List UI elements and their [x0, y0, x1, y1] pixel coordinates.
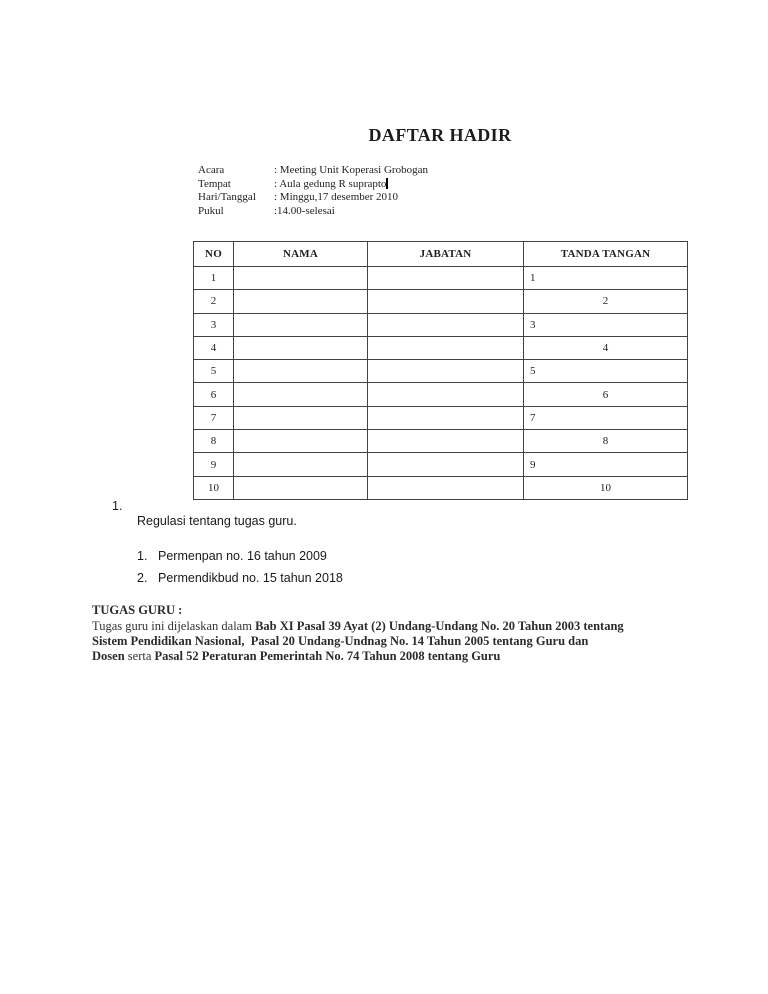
meta-row-acara	[198, 164, 428, 178]
cell-nama[interactable]	[234, 290, 368, 313]
meta-row-tempat	[198, 178, 428, 192]
paragraph-text-bold: Bab XI Pasal 39 Ayat (2) Undang-Undang No. 20 Tahun 2003 tentang	[255, 619, 624, 633]
list-item	[137, 571, 343, 586]
cell-nama[interactable]	[234, 313, 368, 336]
tugas-guru-heading: TUGAS GURU :	[92, 603, 183, 617]
document-title: DAFTAR HADIR	[368, 125, 512, 145]
column-header-nama: NAMA	[234, 242, 368, 267]
table-row	[194, 476, 688, 499]
column-header-tanda-tangan: TANDA TANGAN	[524, 242, 688, 267]
cell-jabatan[interactable]	[368, 453, 524, 476]
cell-tanda-tangan[interactable]: 6	[524, 383, 688, 406]
table-row	[194, 267, 688, 290]
cell-nama[interactable]	[234, 360, 368, 383]
table-row	[194, 406, 688, 429]
cell-tanda-tangan[interactable]: 5	[524, 360, 688, 383]
cell-no: 4	[194, 336, 234, 359]
text-cursor	[386, 178, 388, 189]
paragraph-text: Tugas guru ini dijelaskan dalam	[92, 619, 256, 633]
cell-tanda-tangan[interactable]: 7	[524, 406, 688, 429]
cell-jabatan[interactable]	[368, 336, 524, 359]
cell-nama[interactable]	[234, 476, 368, 499]
tugas-guru-paragraph	[92, 619, 632, 664]
list-item-number: 1.	[137, 549, 148, 563]
column-header-no: NO	[194, 242, 234, 267]
table-row	[194, 360, 688, 383]
meta-label: Pukul	[198, 204, 224, 217]
cell-nama[interactable]	[234, 383, 368, 406]
table-header-row	[194, 242, 688, 267]
cell-jabatan[interactable]	[368, 406, 524, 429]
cell-nama[interactable]	[234, 406, 368, 429]
meta-value: :14.00-selesai	[274, 204, 335, 217]
cell-no: 2	[194, 290, 234, 313]
cell-jabatan[interactable]	[368, 290, 524, 313]
cell-tanda-tangan[interactable]: 4	[524, 336, 688, 359]
cell-nama[interactable]	[234, 430, 368, 453]
table-row	[194, 313, 688, 336]
meta-row-pukul	[198, 205, 428, 219]
cell-no: 5	[194, 360, 234, 383]
cell-jabatan[interactable]	[368, 267, 524, 290]
paragraph-text-bold: Sistem Pendidikan Nasional, Pasal 20 Undang-Undnag No. 14 Tahun 2005 tentang Guru dan	[92, 634, 589, 648]
paragraph-text-bold: Pasal 52 Peraturan Pemerintah No. 74 Tahun 2008 tentang Guru	[154, 649, 501, 663]
attendance-table-wrap	[193, 241, 688, 500]
meta-value: : Aula gedung R suprapto	[274, 177, 387, 190]
cell-no: 3	[194, 313, 234, 336]
paragraph-text: serta	[124, 649, 155, 663]
table-row	[194, 383, 688, 406]
regulasi-note: Regulasi tentang tugas guru.	[137, 514, 297, 528]
cell-tanda-tangan[interactable]: 3	[524, 313, 688, 336]
meta-value: : Meeting Unit Koperasi Grobogan	[274, 164, 428, 176]
meta-value: : Minggu,17 desember 2010	[274, 191, 399, 204]
meta-label: Acara	[198, 164, 225, 176]
tugas-paragraph-line	[92, 619, 632, 634]
table-row	[194, 430, 688, 453]
cell-jabatan[interactable]	[368, 383, 524, 406]
cell-no: 1	[194, 267, 234, 290]
cell-no: 10	[194, 476, 234, 499]
cell-tanda-tangan[interactable]: 10	[524, 476, 688, 499]
meta-label: Tempat	[198, 177, 231, 190]
cell-no: 9	[194, 453, 234, 476]
cell-jabatan[interactable]	[368, 360, 524, 383]
meta-row-hari-tanggal	[198, 191, 428, 205]
table-row	[194, 290, 688, 313]
table-row	[194, 336, 688, 359]
meta-block	[198, 164, 428, 218]
list-item-number: 2.	[137, 571, 148, 585]
attendance-table-body	[194, 267, 688, 500]
tugas-paragraph-line	[92, 649, 632, 664]
cell-jabatan[interactable]	[368, 313, 524, 336]
cell-no: 7	[194, 406, 234, 429]
meta-label: Hari/Tanggal	[198, 191, 256, 204]
cell-no: 6	[194, 383, 234, 406]
regulation-list	[137, 549, 343, 593]
cell-tanda-tangan[interactable]: 1	[524, 267, 688, 290]
list-number-stray: 1.	[112, 499, 123, 513]
column-header-jabatan: JABATAN	[368, 242, 524, 267]
tugas-paragraph-line	[92, 634, 632, 649]
table-row	[194, 453, 688, 476]
cell-jabatan[interactable]	[368, 430, 524, 453]
attendance-table	[193, 241, 688, 500]
cell-tanda-tangan[interactable]: 2	[524, 290, 688, 313]
cell-tanda-tangan[interactable]: 8	[524, 430, 688, 453]
list-item-text: Permenpan no. 16 tahun 2009	[158, 549, 327, 563]
cell-tanda-tangan[interactable]: 9	[524, 453, 688, 476]
cell-no: 8	[194, 430, 234, 453]
cell-nama[interactable]	[234, 336, 368, 359]
paragraph-text-bold: Dosen	[92, 649, 125, 663]
cell-nama[interactable]	[234, 453, 368, 476]
list-item	[137, 549, 343, 564]
list-item-text: Permendikbud no. 15 tahun 2018	[158, 571, 343, 585]
cell-nama[interactable]	[234, 267, 368, 290]
cell-jabatan[interactable]	[368, 476, 524, 499]
